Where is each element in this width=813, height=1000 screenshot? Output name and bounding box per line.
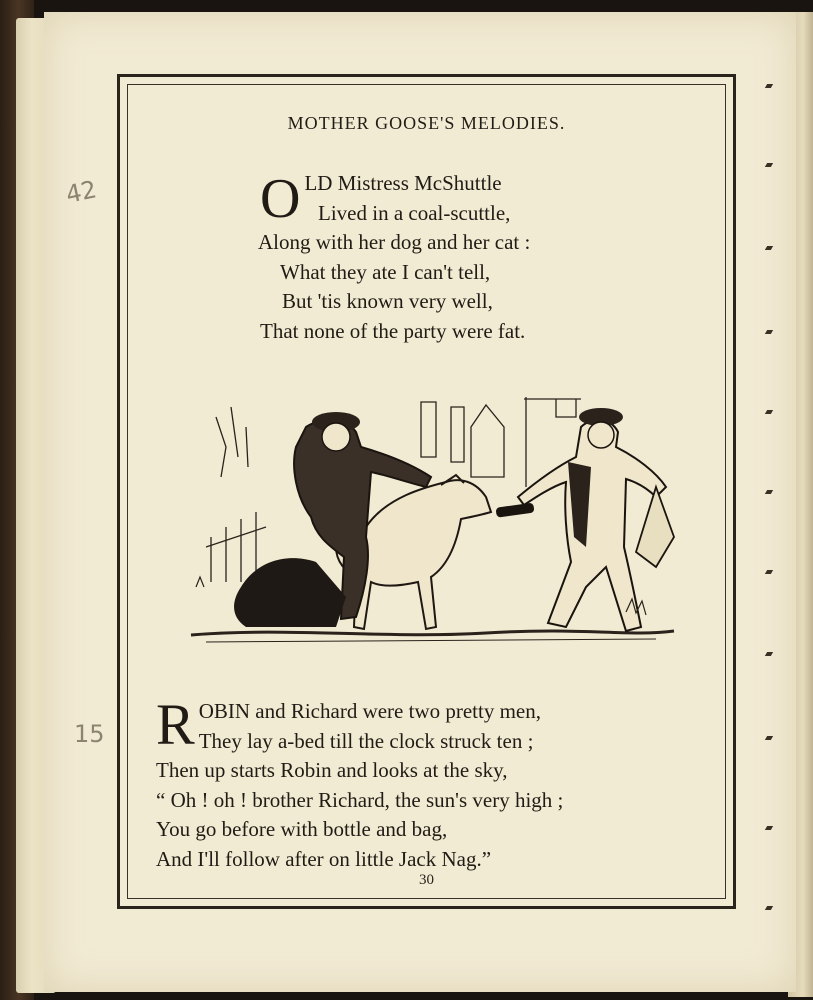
poem-line: You go before with bottle and bag, [156,817,448,841]
poem-robin-and-richard [156,692,564,874]
page-frame [117,74,736,909]
drop-cap: R [156,692,195,757]
poem-line: Then up starts Robin and looks at the sky, [156,758,508,782]
pencil-note-top: 42 [63,175,100,209]
poem-line: “ Oh ! oh ! brother Richard, the sun's very high ; [156,787,564,812]
woodcut-illustration [186,387,676,657]
poem-line: They lay a-bed till the clock struck ten ; [198,728,534,753]
poem-line: What they ate I can't tell, [280,259,491,284]
page-frame-inner [127,84,726,899]
poem-line: OBIN and Richard were two pretty men, [198,699,542,723]
pencil-note-bottom: 15 [74,720,105,748]
poem-line: And I'll follow after on little Jack Nag.” [156,846,492,871]
poem-line: LD Mistress McShuttle [304,171,502,195]
poem-line: That none of the party were fat. [260,318,526,343]
poem-line: But 'tis known very well, [282,289,493,313]
poem-line: Along with her dog and her cat : [258,230,531,254]
poem-mistress-mcshuttle [260,169,530,346]
drop-cap: O [260,168,301,230]
page-number: 30 [419,872,434,888]
running-header: MOTHER GOOSE'S MELODIES. [287,113,566,133]
poem-line: Lived in a coal-scuttle, [318,200,511,225]
